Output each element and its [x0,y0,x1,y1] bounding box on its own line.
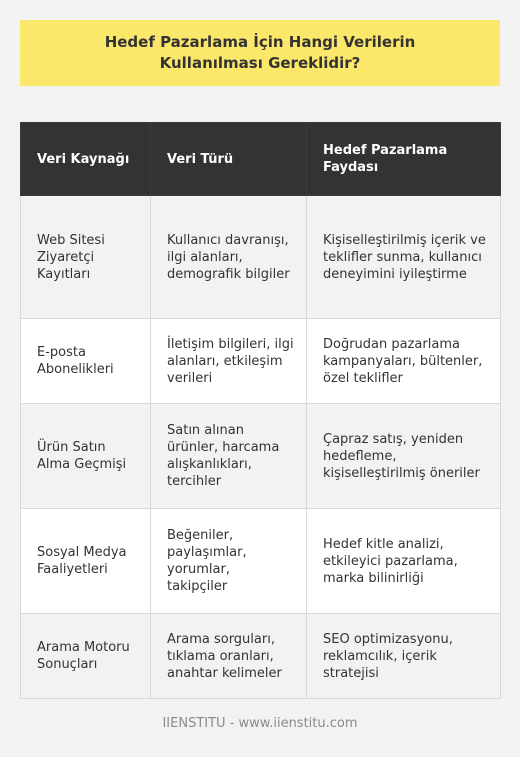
table-header-row [21,123,501,196]
column-header-source: Veri Kaynağı [21,123,151,196]
cell-type: İletişim bilgileri, ilgi alanları, etkileşim verileri [151,319,307,404]
column-header-type: Veri Türü [151,123,307,196]
cell-type: Satın alınan ürünler, harcama alışkanlıkları, tercihler [151,404,307,509]
cell-source: Arama Motoru Sonuçları [21,614,151,699]
footer-credit: IIENSTITU - www.iienstitu.com [162,716,358,731]
cell-benefit: Kişiselleştirilmiş içerik ve teklifler sunma, kullanıcı deneyimini iyileştirme [307,196,501,319]
cell-source: Ürün Satın Alma Geçmişi [21,404,151,509]
cell-benefit: SEO optimizasyonu, reklamcılık, içerik stratejisi [307,614,501,699]
cell-type: Beğeniler, paylaşımlar, yorumlar, takipçiler [151,509,307,614]
cell-source: Web Sitesi Ziyaretçi Kayıtları [21,196,151,319]
table-row [21,509,501,614]
cell-type: Kullanıcı davranışı, ilgi alanları, demografik bilgiler [151,196,307,319]
cell-source: Sosyal Medya Faaliyetleri [21,509,151,614]
data-sources-table [20,122,501,699]
table-row [21,614,501,699]
page-title: Hedef Pazarlama İçin Hangi Verilerin Kullanılması Gereklidir? [104,33,416,72]
cell-source: E-posta Abonelikleri [21,319,151,404]
cell-benefit: Hedef kitle analizi, etkileyici pazarlama, marka bilinirliği [307,509,501,614]
column-header-benefit: Hedef Pazarlama Faydası [307,123,501,196]
cell-benefit: Doğrudan pazarlama kampanyaları, bültenler, özel teklifler [307,319,501,404]
table-row [21,404,501,509]
table-row [21,196,501,319]
title-banner [20,20,500,86]
cell-benefit: Çapraz satış, yeniden hedefleme, kişiselleştirilmiş öneriler [307,404,501,509]
table-row [21,319,501,404]
cell-type: Arama sorguları, tıklama oranları, anahtar kelimeler [151,614,307,699]
